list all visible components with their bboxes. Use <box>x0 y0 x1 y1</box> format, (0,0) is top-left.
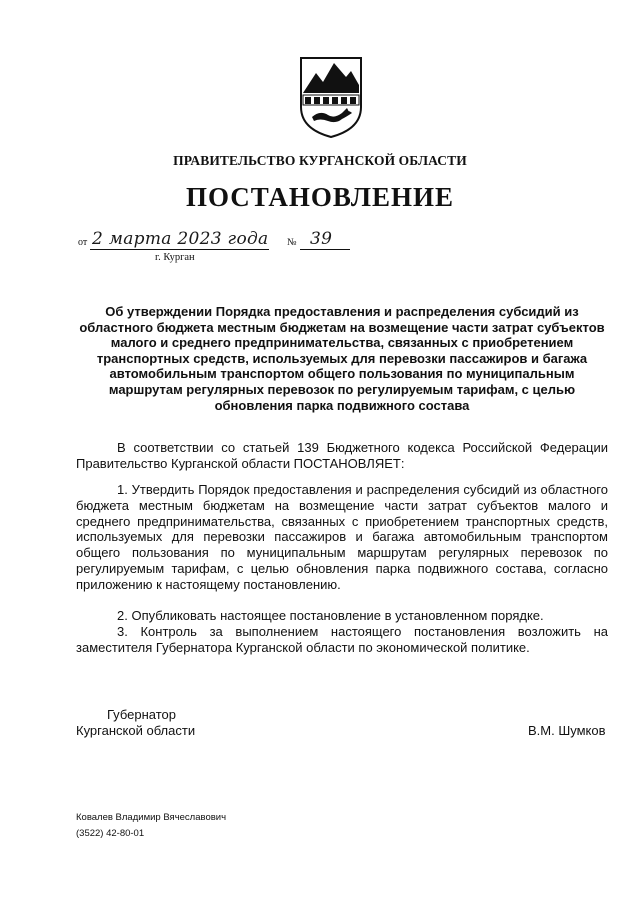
item-1-paragraph: 1. Утвердить Порядок предоставления и распределения субсидий из областного бюджета местным бюджетам на возмещение части затрат субъектов малого и среднего предпринимательства, связанных с приобретением транспортных средств, используемых для перевозки пассажиров и багажа автомобильным транспортом общего пользования по муниципальным маршрутам регулярных перевозок по регулируемым тарифам, с целью обновления парка подвижного состава, согласно приложению к настоящему постановлению. <box>76 482 608 592</box>
date-handwritten: 2 марта 2023 года <box>92 229 269 249</box>
executor-phone: (3522) 42-80-01 <box>76 828 145 839</box>
signer-title-line-1: Губернатор <box>107 707 176 722</box>
item-3-paragraph: 3. Контроль за выполнением настоящего постановления возложить на заместителя Губернатора Курганской области по экономической политике. <box>76 624 608 655</box>
preamble-paragraph: В соответствии со статьей 139 Бюджетного кодекса Российской Федерации Правительство Курганской области ПОСТАНОВЛЯЕТ: <box>76 440 608 471</box>
date-number-line <box>76 228 366 252</box>
city-label: г. Курган <box>155 252 195 263</box>
document-type-title: ПОСТАНОВЛЕНИЕ <box>185 182 455 212</box>
signer-title-line-2: Курганской области <box>76 723 196 738</box>
document-subject: Об утверждении Порядка предоставления и распределения субсидий из областного бюджета местным бюджетам на возмещение части затрат субъектов малого и среднего предпринимательства, связанных с приобретением транспортных средств, используемых для перевозки пассажиров и багажа автомобильным транспортом общего пользования по муниципальным маршрутам регулярных перевозок по регулируемым тарифам, с целью обновления парка подвижного состава <box>79 304 605 413</box>
number-handwritten: 39 <box>310 229 333 249</box>
kurgan-oblast-coat-of-arms-icon <box>298 55 364 139</box>
date-underline <box>90 249 269 250</box>
item-2-paragraph: 2. Опубликовать настоящее постановление в установленном порядке. <box>117 608 544 623</box>
date-prefix: от <box>78 237 88 248</box>
executor-name: Ковалев Владимир Вячеславович <box>76 812 227 823</box>
signer-name: В.М. Шумков <box>528 723 606 738</box>
number-underline <box>300 249 350 250</box>
issuing-authority: ПРАВИТЕЛЬСТВО КУРГАНСКОЙ ОБЛАСТИ <box>173 153 467 168</box>
number-prefix: № <box>287 237 297 248</box>
